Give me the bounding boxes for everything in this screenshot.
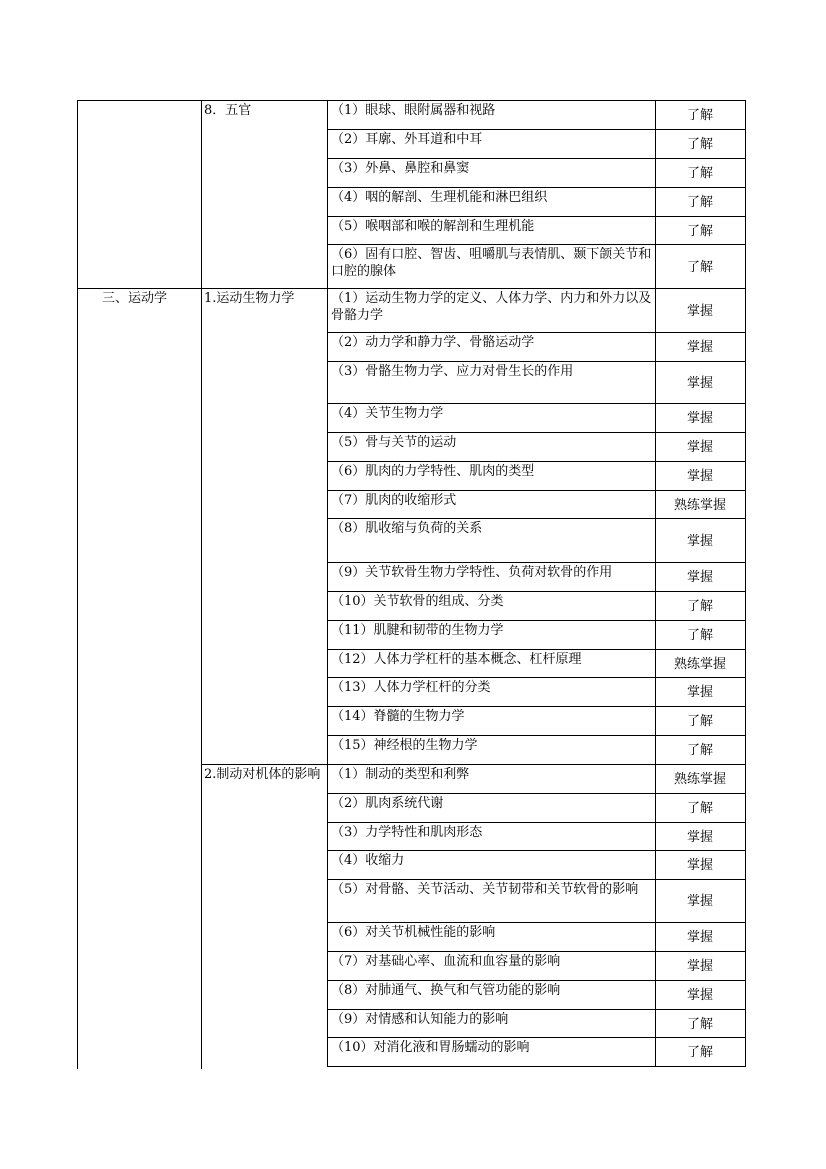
- mastery-level: 掌握: [686, 930, 713, 945]
- mastery-level: 掌握: [686, 303, 713, 319]
- item-content: （3）力学特性和肌肉形态: [331, 825, 483, 840]
- row-divider: [327, 518, 746, 519]
- item-content: （4）咽的解剖、生理机能和淋巴组织: [331, 190, 548, 205]
- item-content: （5）骨与关节的运动: [331, 435, 457, 450]
- item-content: （15）神经根的生物力学: [331, 738, 478, 753]
- row-divider: [327, 361, 746, 362]
- row-divider: [327, 879, 746, 880]
- mastery-level: 了解: [686, 801, 713, 816]
- row-divider: [327, 1009, 746, 1010]
- item-content: （10）关节软骨的组成、分类: [331, 594, 504, 609]
- row-divider: [327, 490, 746, 491]
- chapter-title: 2.制动对机体的影响: [204, 767, 321, 782]
- mastery-level: 了解: [686, 714, 713, 729]
- item-content: （8）肌收缩与负荷的关系: [331, 521, 483, 536]
- item-content: （3）骨骼生物力学、应力对骨生长的作用: [331, 364, 574, 379]
- item-content: （6）固有口腔、智齿、咀嚼肌与表情肌、颞下颌关节和口腔的腺体: [331, 247, 652, 279]
- item-content: （7）肌肉的收缩形式: [331, 493, 457, 508]
- item-content: （14）脊髓的生物力学: [331, 709, 465, 724]
- chapter-divider: [201, 764, 746, 765]
- row-divider: [327, 332, 746, 333]
- mastery-level: 了解: [686, 1016, 713, 1032]
- mastery-level: 了解: [686, 166, 713, 181]
- mastery-level: 熟练掌握: [673, 497, 726, 513]
- row-divider: [327, 591, 746, 592]
- mastery-level: 掌握: [686, 829, 713, 845]
- mastery-level: 熟练掌握: [673, 772, 726, 787]
- mastery-level: 了解: [686, 628, 713, 643]
- item-content: （5）对骨骼、关节活动、关节韧带和关节软骨的影响: [331, 882, 639, 897]
- item-content: （2）肌肉系统代谢: [331, 796, 444, 811]
- mastery-level: 掌握: [686, 959, 713, 974]
- item-content: （3）外鼻、鼻腔和鼻窦: [331, 161, 470, 176]
- mastery-level: 掌握: [686, 988, 713, 1003]
- row-divider: [327, 922, 746, 923]
- row-divider: [327, 620, 746, 621]
- item-content: （2）动力学和静力学、骨骼运动学: [331, 335, 535, 350]
- item-content: （1）制动的类型和利弊: [331, 767, 470, 782]
- row-divider: [327, 951, 746, 952]
- item-content: （11）肌腱和韧带的生物力学: [331, 623, 504, 638]
- mastery-level: 掌握: [686, 858, 713, 873]
- mastery-level: 掌握: [686, 533, 713, 549]
- mastery-level: 掌握: [686, 894, 713, 909]
- mastery-level: 了解: [686, 195, 713, 210]
- row-divider: [327, 432, 746, 433]
- mastery-level: 了解: [686, 599, 713, 614]
- mastery-level: 熟练掌握: [673, 656, 726, 672]
- row-divider: [327, 677, 746, 678]
- row-divider: [327, 461, 746, 462]
- row-divider: [327, 244, 746, 245]
- row-divider: [327, 1037, 746, 1038]
- mastery-level: 了解: [686, 223, 713, 239]
- section-divider: [77, 100, 746, 101]
- row-divider: [327, 793, 746, 794]
- item-content: （9）对情感和认知能力的影响: [331, 1012, 509, 1027]
- grid-vline: [77, 100, 78, 1069]
- item-content: （5）喉咽部和喉的解剖和生理机能: [331, 219, 535, 234]
- section-divider: [77, 288, 746, 289]
- row-divider: [327, 158, 746, 159]
- section-title: 三、运动学: [102, 291, 168, 306]
- item-content: （7）对基础心率、血流和血容量的影响: [331, 954, 561, 969]
- mastery-level: 掌握: [686, 570, 713, 585]
- mastery-level: 掌握: [686, 411, 713, 426]
- grid-vline: [201, 100, 202, 1069]
- row-divider: [327, 187, 746, 188]
- mastery-level: 了解: [686, 743, 713, 758]
- item-content: （2）耳廓、外耳道和中耳: [331, 132, 483, 147]
- chapter-title: 8．五官: [204, 103, 252, 118]
- mastery-level: 掌握: [686, 340, 713, 355]
- row-divider: [327, 822, 746, 823]
- item-content: （1）眼球、眼附属器和视路: [331, 103, 496, 118]
- row-divider: [327, 403, 746, 404]
- item-content: （12）人体力学杠杆的基本概念、杠杆原理: [331, 652, 582, 667]
- mastery-level: 掌握: [686, 440, 713, 455]
- row-divider: [327, 562, 746, 563]
- mastery-level: 掌握: [686, 375, 713, 391]
- row-divider: [327, 980, 746, 981]
- item-content: （8）对肺通气、换气和气管功能的影响: [331, 983, 561, 998]
- section-title: [102, 102, 198, 287]
- mastery-level: 了解: [686, 259, 713, 275]
- item-content: （6）对关节机械性能的影响: [331, 925, 496, 940]
- mastery-level: 了解: [686, 108, 713, 123]
- mastery-level: 掌握: [686, 469, 713, 484]
- row-divider: [327, 706, 746, 707]
- mastery-level: 了解: [686, 137, 713, 152]
- item-content: （1）运动生物力学的定义、人体力学、内力和外力以及骨骼力学: [331, 291, 652, 323]
- mastery-level: 掌握: [686, 685, 713, 700]
- item-content: （10）对消化液和胃肠蠕动的影响: [331, 1040, 530, 1055]
- chapter-title: 1.运动生物力学: [204, 291, 295, 306]
- row-divider: [327, 649, 746, 650]
- row-divider: [327, 850, 746, 851]
- row-divider: [327, 216, 746, 217]
- row-divider: [327, 129, 746, 130]
- item-content: （13）人体力学杠杆的分类: [331, 680, 491, 695]
- row-divider: [327, 1066, 746, 1067]
- item-content: （6）肌肉的力学特性、肌肉的类型: [331, 464, 535, 479]
- item-content: （4）收缩力: [331, 853, 405, 868]
- row-divider: [327, 735, 746, 736]
- mastery-level: 了解: [686, 1045, 713, 1060]
- item-content: （9）关节软骨生物力学特性、负荷对软骨的作用: [331, 565, 613, 580]
- item-content: （4）关节生物力学: [331, 406, 444, 421]
